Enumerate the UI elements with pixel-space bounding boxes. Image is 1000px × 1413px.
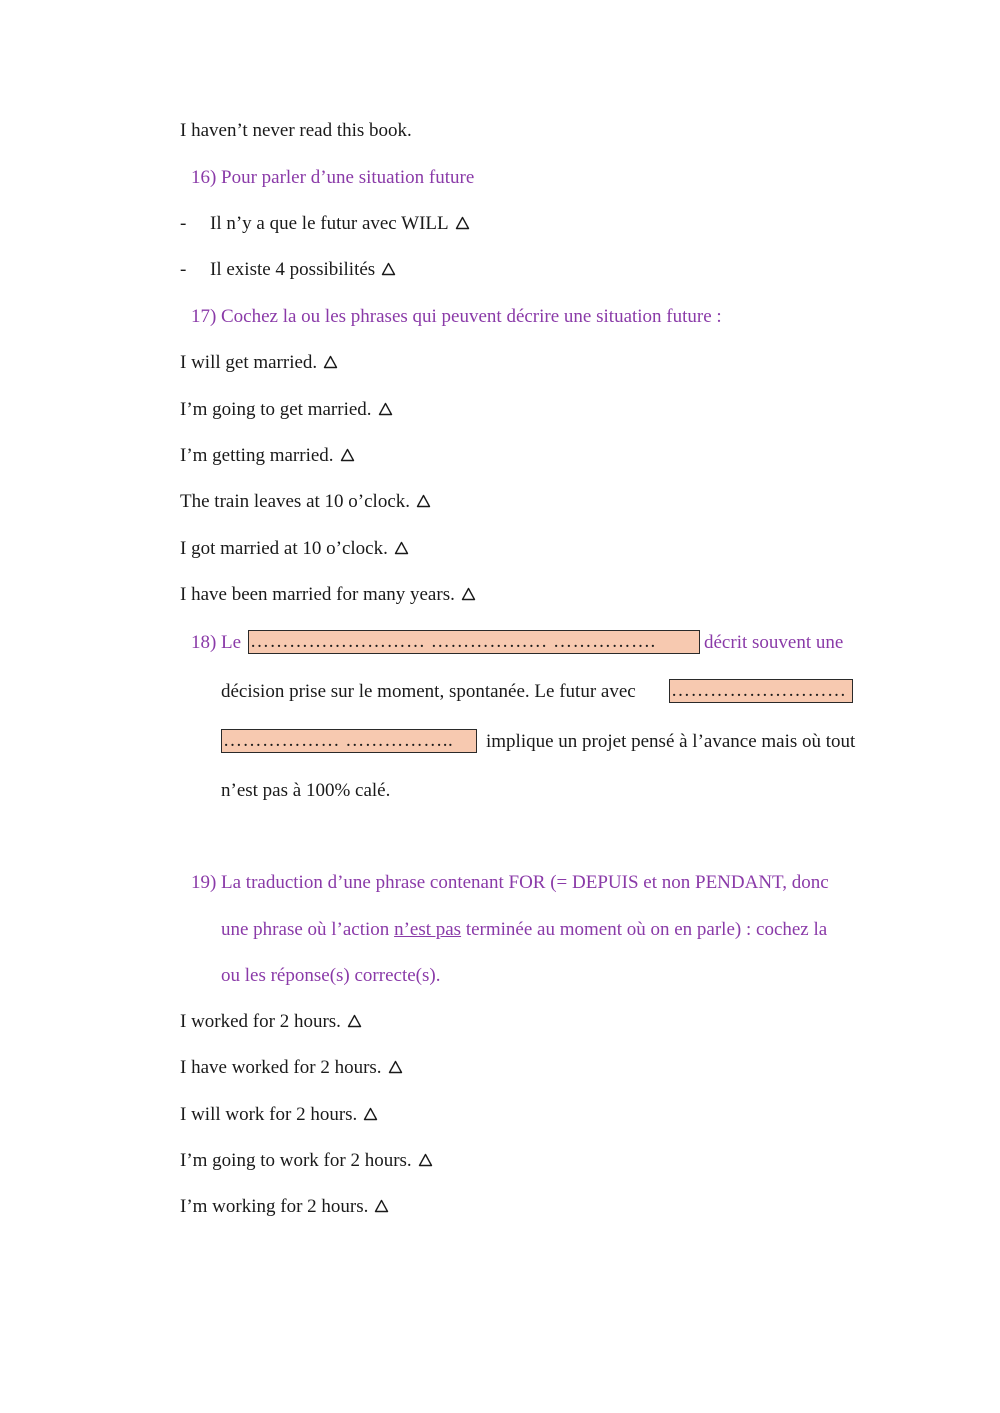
triangle-checkbox-icon[interactable]	[455, 216, 470, 230]
question-17	[191, 305, 722, 329]
question-19-line-3: ou les réponse(s) correcte(s).	[221, 965, 441, 986]
triangle-checkbox-icon[interactable]	[381, 262, 396, 276]
option-label: I worked for 2 hours.	[180, 1011, 341, 1032]
q19-option-4	[180, 1149, 433, 1173]
triangle-checkbox-icon[interactable]	[340, 448, 355, 462]
underlined-text: n’est pas	[394, 919, 462, 940]
triangle-checkbox-icon[interactable]	[416, 494, 431, 508]
option-label: I have been married for many years.	[180, 584, 455, 605]
q17-option-5	[180, 537, 409, 561]
answer-blank-2[interactable]: ………………………	[669, 679, 853, 703]
option-label: Il n’y a que le futur avec WILL	[210, 213, 449, 234]
triangle-checkbox-icon[interactable]	[461, 587, 476, 601]
question-number: 19)	[191, 872, 217, 893]
q17-option-2	[180, 398, 393, 422]
triangle-checkbox-icon[interactable]	[347, 1014, 362, 1028]
question-18-text-after-blank: décrit souvent une	[704, 632, 844, 653]
triangle-checkbox-icon[interactable]	[374, 1199, 389, 1213]
q19-option-1	[180, 1010, 362, 1034]
option-label: I will get married.	[180, 352, 318, 373]
q16-option-2: - Il existe 4 possibilités	[180, 258, 396, 282]
option-label: I got married at 10 o’clock.	[180, 538, 388, 559]
triangle-checkbox-icon[interactable]	[363, 1107, 378, 1121]
question-19-line-1: 19) La traduction d’une phrase contenant FOR (= DEPUIS et non PENDANT, donc	[191, 872, 829, 893]
option-label: I’m going to get married.	[180, 399, 372, 420]
q16-option-1: - Il n’y a que le futur avec WILL	[180, 212, 470, 236]
question-18-line-2: décision prise sur le moment, spontanée. Le futur avec	[221, 681, 636, 702]
question-number: 16)	[191, 167, 217, 188]
question-16	[191, 166, 474, 190]
q19-option-2	[180, 1056, 403, 1080]
statement-text: I haven’t never read this book.	[180, 120, 412, 141]
triangle-checkbox-icon[interactable]	[323, 355, 338, 369]
question-18-line-4: n’est pas à 100% calé.	[221, 780, 391, 801]
question-number: 17)	[191, 306, 217, 327]
triangle-checkbox-icon[interactable]	[418, 1153, 433, 1167]
question-18-line-3: implique un projet pensé à l’avance mais où tout	[486, 731, 856, 752]
q19-option-5	[180, 1195, 389, 1219]
option-label: I will work for 2 hours.	[180, 1104, 358, 1125]
answer-blank-3[interactable]: ……………… ……………..	[221, 729, 477, 753]
option-label: I’m working for 2 hours.	[180, 1196, 369, 1217]
question-text: Cochez la ou les phrases qui peuvent décrire une situation future :	[221, 306, 722, 327]
q19-option-3	[180, 1103, 378, 1127]
option-label: I have worked for 2 hours.	[180, 1057, 382, 1078]
question-text: Pour parler d’une situation future	[221, 167, 475, 188]
triangle-checkbox-icon[interactable]	[388, 1060, 403, 1074]
option-label: I’m going to work for 2 hours.	[180, 1150, 412, 1171]
question-19-line-2: une phrase où l’action n’est pas terminée au moment où on en parle) : cochez la	[221, 919, 828, 940]
option-label: Il existe 4 possibilités	[210, 259, 376, 280]
question-18-line-1: 18) Le	[191, 632, 242, 653]
q17-option-1	[180, 351, 338, 375]
option-label: I’m getting married.	[180, 445, 334, 466]
q17-option-3	[180, 444, 355, 468]
option-label: The train leaves at 10 o’clock.	[180, 491, 411, 512]
q17-option-4	[180, 490, 431, 514]
q17-option-6	[180, 583, 476, 607]
question-number: 18)	[191, 632, 217, 653]
triangle-checkbox-icon[interactable]	[394, 541, 409, 555]
triangle-checkbox-icon[interactable]	[378, 402, 393, 416]
answer-blank-1[interactable]: ……………………… ……………… …………….	[248, 630, 700, 654]
